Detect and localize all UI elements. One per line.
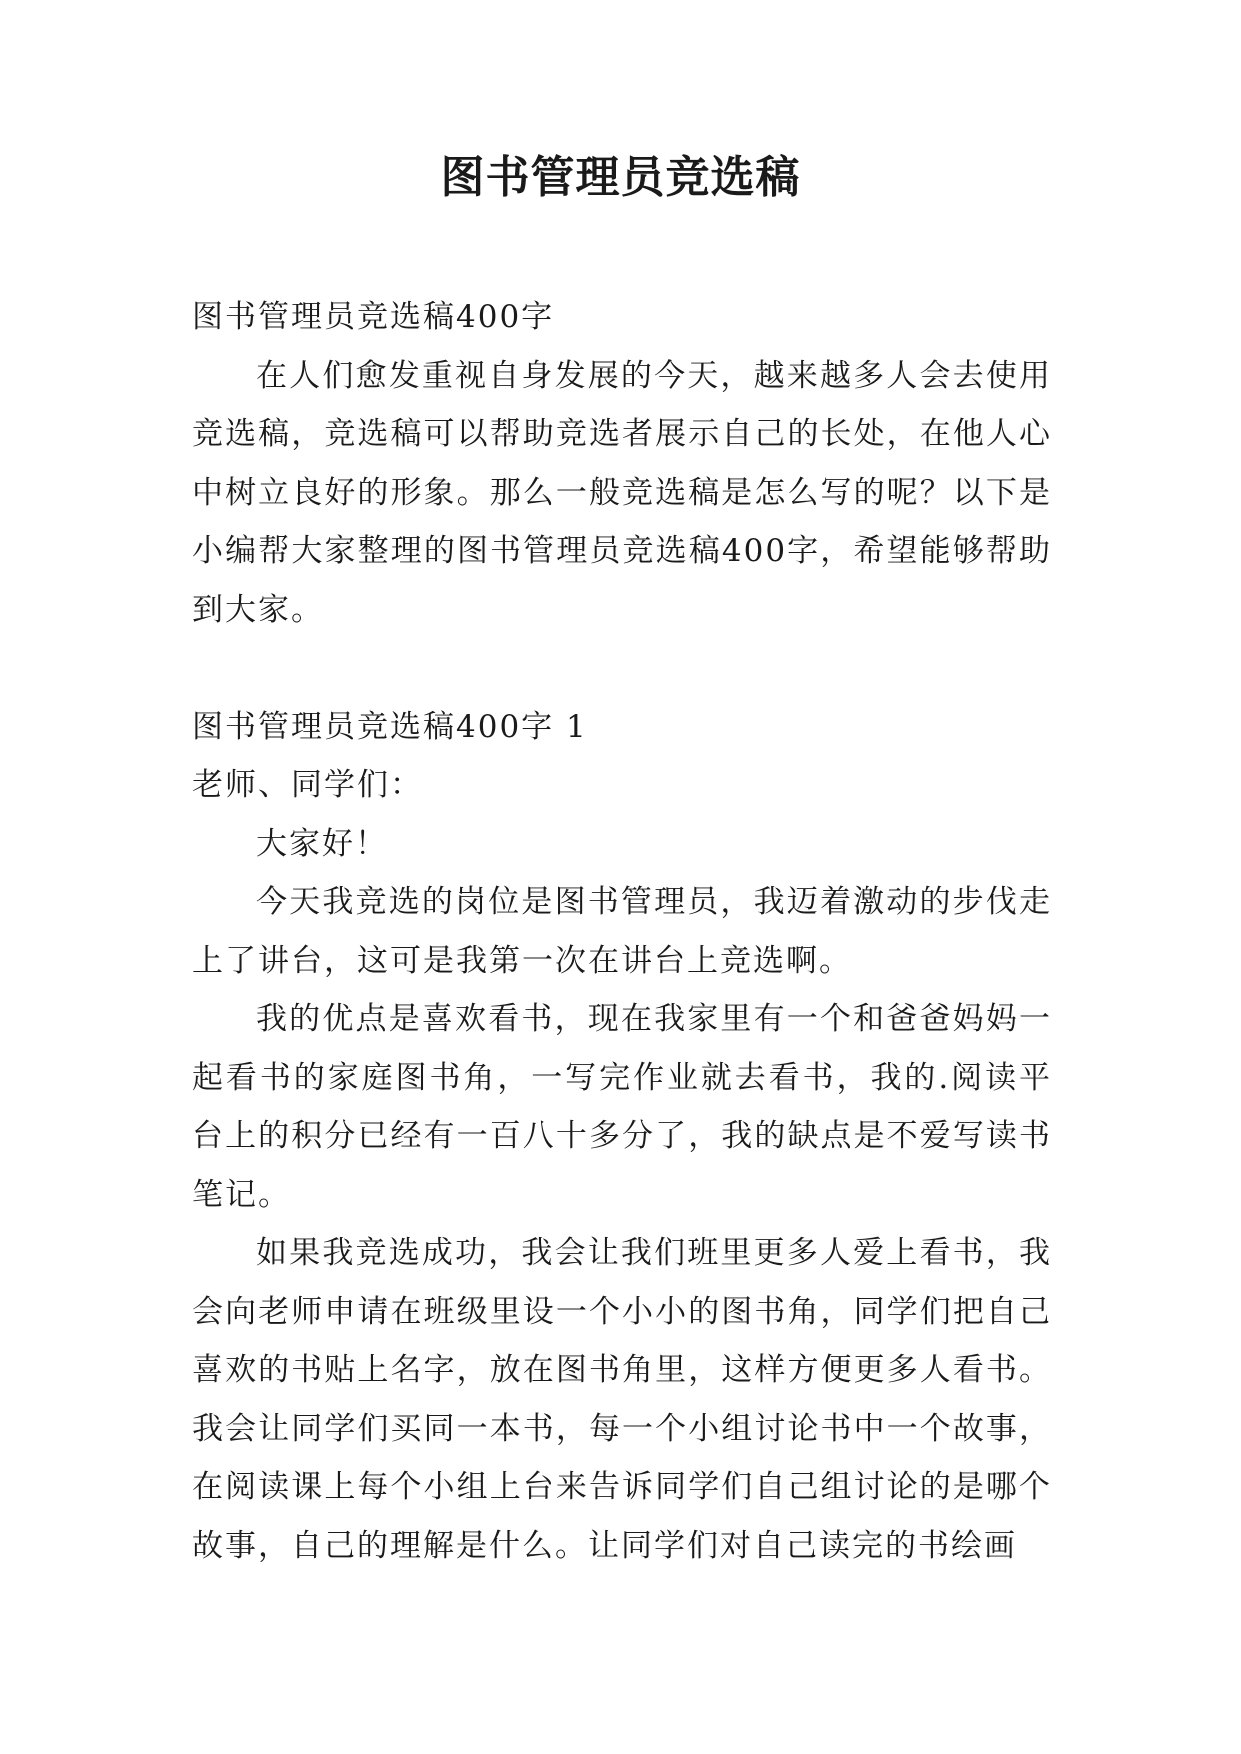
- intro-paragraph: 在人们愈发重视自身发展的今天，越来越多人会去使用竞选稿，竞选稿可以帮助竞选者展示自己的长处，在他人心中树立良好的形象。那么一般竞选稿是怎么写的呢？以下是小编帮大家整理的图书管理员竞选稿400字，希望能够帮助到大家。: [192, 357, 1052, 628]
- document-body: [192, 288, 1052, 1575]
- document-subtitle: 图书管理员竞选稿400字: [192, 299, 555, 335]
- body-paragraph-plans: 如果我竞选成功，我会让我们班里更多人爱上看书，我会向老师申请在班级里设一个小小的图书角，同学们把自己喜欢的书贴上名字，放在图书角里，这样方便更多人看书。我会让同学们买同一本书，每一个小组讨论书中一个故事，在阅读课上每个小组上台来告诉同学们自己组讨论的是哪个故事，自己的理解是什么。让同学们对自己读完的书绘画: [192, 1235, 1052, 1564]
- document-title: 图书管理员竞选稿: [440, 152, 801, 203]
- paragraph-spacer: [192, 639, 1052, 698]
- body-paragraph-position: 今天我竞选的岗位是图书管理员，我迈着激动的步伐走上了讲台，这可是我第一次在讲台上竞选啊。: [192, 884, 1052, 979]
- section-heading: 图书管理员竞选稿400字 1: [192, 708, 588, 745]
- salutation: 老师、同学们：: [192, 767, 423, 803]
- body-paragraph-greeting: 大家好！: [256, 825, 388, 862]
- body-paragraph-strengths: 我的优点是喜欢看书，现在我家里有一个和爸爸妈妈一起看书的家庭图书角，一写完作业就去看书，我的.阅读平台上的积分已经有一百八十多分了，我的缺点是不爱写读书笔记。: [192, 1001, 1052, 1213]
